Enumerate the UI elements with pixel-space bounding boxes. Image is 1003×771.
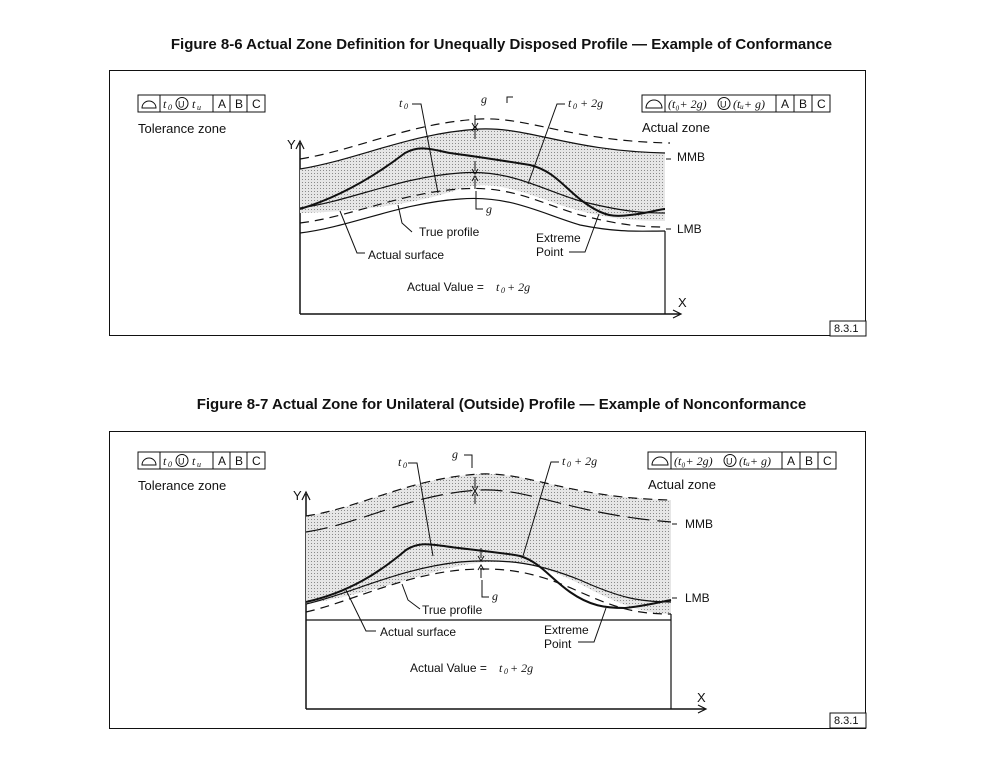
extreme-point-label-1: Extreme bbox=[544, 623, 589, 637]
t0-label-sub: 0 bbox=[403, 461, 407, 470]
lmb-label: LMB bbox=[677, 222, 702, 236]
fcf-left-datum-a: A bbox=[218, 97, 227, 111]
profile-surface-icon bbox=[646, 100, 662, 108]
actual-zone-label: Actual zone bbox=[642, 120, 710, 135]
lmb-label: LMB bbox=[685, 591, 710, 605]
fcf-right-value1: (t₀+ 2g) bbox=[674, 454, 713, 468]
fcf-left bbox=[138, 452, 265, 469]
mmb-label: MMB bbox=[685, 517, 713, 531]
profile-surface-icon bbox=[142, 458, 156, 465]
actual-zone-fill bbox=[306, 474, 671, 614]
fcf-right bbox=[648, 452, 836, 469]
figure-8-6-panel bbox=[109, 70, 866, 336]
g-top-label: g bbox=[481, 92, 487, 106]
fcf-left bbox=[138, 95, 265, 112]
actual-value-label: Actual Value = bbox=[410, 661, 487, 675]
fcf-left-datum-b: B bbox=[235, 454, 244, 468]
t0-plus-2g-rest: + 2g bbox=[580, 96, 604, 110]
figure-8-7-title: Figure 8-7 Actual Zone for Unilateral (Outside) Profile — Example of Nonconformance bbox=[196, 396, 807, 413]
actual-surface-label: Actual surface bbox=[380, 625, 457, 639]
fcf-right-datum-b: B bbox=[805, 454, 814, 468]
fcf-left-datum-b: B bbox=[235, 97, 244, 111]
fcf-left-datum-c: C bbox=[252, 97, 261, 111]
t0-plus-2g-sub: 0 bbox=[573, 102, 577, 111]
section-ref: 8.3.1 bbox=[834, 715, 859, 727]
t0-label: t bbox=[399, 96, 403, 110]
fcf-right-datum-a: A bbox=[787, 454, 796, 468]
actual-value-sub: 0 bbox=[501, 286, 505, 295]
fcf-right-value2: (tᵤ+ g) bbox=[733, 97, 765, 111]
fcf-left-t: t bbox=[163, 454, 167, 468]
fcf-right-datum-b: B bbox=[799, 97, 808, 111]
fcf-right-value1: (t₀+ 2g) bbox=[668, 97, 707, 111]
extreme-point-label-1: Extreme bbox=[536, 231, 581, 245]
fcf-right-u: U bbox=[726, 456, 733, 467]
fcf-right-u: U bbox=[720, 99, 727, 110]
extreme-point-label-2: Point bbox=[536, 245, 564, 259]
y-axis-label: Y bbox=[293, 488, 302, 503]
fcf-left-usub: u bbox=[197, 103, 201, 112]
figure-8-6-diagram bbox=[110, 71, 867, 337]
tolerance-zone-label: Tolerance zone bbox=[138, 121, 227, 136]
g-bottom-label: g bbox=[492, 589, 498, 603]
profile-surface-icon bbox=[142, 101, 156, 108]
x-axis-label: X bbox=[697, 690, 706, 705]
fcf-right-datum-c: C bbox=[823, 454, 832, 468]
y-axis-label: Y bbox=[287, 137, 296, 152]
actual-zone-label: Actual zone bbox=[648, 477, 716, 492]
t0-plus-2g-rest: + 2g bbox=[574, 454, 598, 468]
actual-value-rest: + 2g bbox=[507, 280, 531, 294]
fcf-left-t-sub: 0 bbox=[168, 103, 172, 112]
actual-surface-label: Actual surface bbox=[368, 248, 445, 262]
extreme-point-label-2: Point bbox=[544, 637, 572, 651]
actual-value-sub: 0 bbox=[504, 667, 508, 676]
fcf-left-usub: u bbox=[197, 460, 201, 469]
fcf-right bbox=[642, 95, 830, 112]
mmb-label: MMB bbox=[677, 150, 705, 164]
figure-8-6-title: Figure 8-6 Actual Zone Definition for Unequally Disposed Profile — Example of Conformance bbox=[170, 36, 833, 53]
actual-value-t: t bbox=[496, 280, 500, 294]
fcf-right-datum-a: A bbox=[781, 97, 790, 111]
figure-8-7-panel bbox=[109, 431, 866, 729]
figure-8-7-diagram bbox=[110, 432, 867, 730]
g-bottom-label: g bbox=[486, 202, 492, 216]
fcf-left-ut: t bbox=[192, 97, 196, 111]
x-axis-label: X bbox=[678, 295, 687, 310]
true-profile-label: True profile bbox=[419, 225, 480, 239]
actual-value-rest: + 2g bbox=[510, 661, 534, 675]
t0-label: t bbox=[398, 455, 402, 469]
fcf-left-u: U bbox=[178, 456, 185, 467]
t0-plus-2g-label: t bbox=[562, 454, 566, 468]
profile-surface-icon bbox=[652, 457, 668, 465]
actual-value-label: Actual Value = bbox=[407, 280, 484, 294]
fcf-left-ut: t bbox=[192, 454, 196, 468]
fcf-left-datum-a: A bbox=[218, 454, 227, 468]
true-profile-label: True profile bbox=[422, 603, 483, 617]
g-top-label: g bbox=[452, 447, 458, 461]
section-ref: 8.3.1 bbox=[834, 323, 859, 335]
fcf-left-u: U bbox=[178, 99, 185, 110]
fcf-left-t-sub: 0 bbox=[168, 460, 172, 469]
fcf-right-datum-c: C bbox=[817, 97, 826, 111]
actual-value-t: t bbox=[499, 661, 503, 675]
t0-plus-2g-label: t bbox=[568, 96, 572, 110]
fcf-left-t: t bbox=[163, 97, 167, 111]
tolerance-zone-label: Tolerance zone bbox=[138, 478, 227, 493]
t0-label-sub: 0 bbox=[404, 102, 408, 111]
t0-plus-2g-sub: 0 bbox=[567, 460, 571, 469]
fcf-left-datum-c: C bbox=[252, 454, 261, 468]
fcf-right-value2: (tᵤ+ g) bbox=[739, 454, 771, 468]
